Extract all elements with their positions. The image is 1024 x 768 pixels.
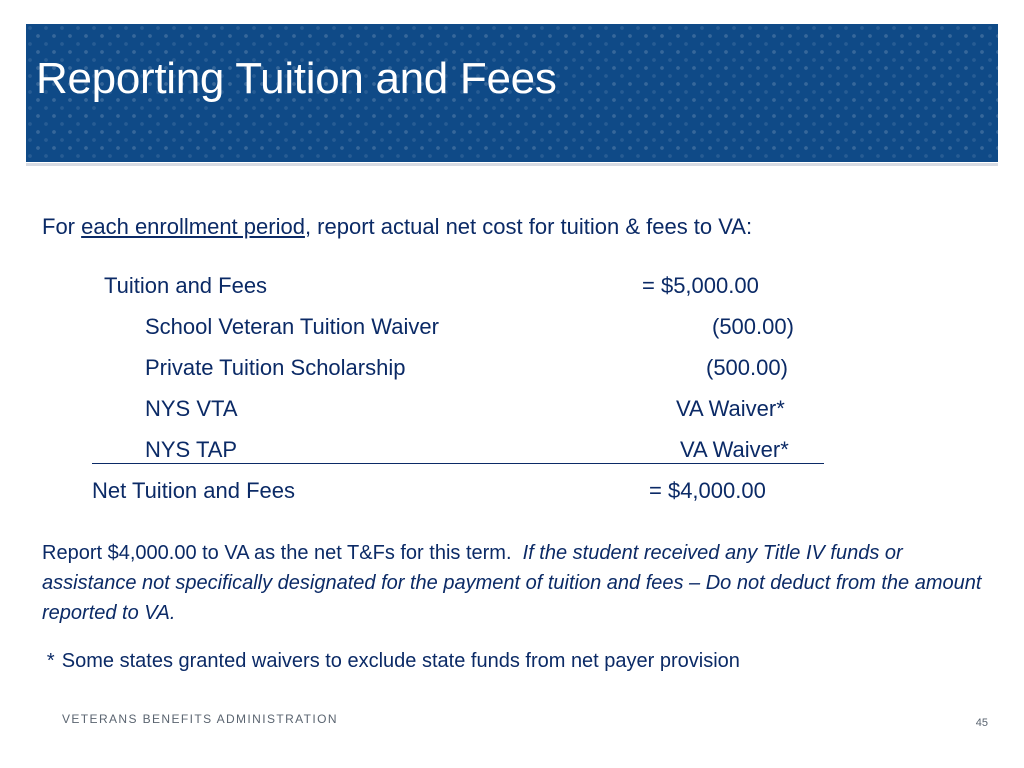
footer-organization: VETERANS BENEFITS ADMINISTRATION xyxy=(62,712,338,726)
total-divider xyxy=(92,463,824,464)
intro-before: For xyxy=(42,214,82,239)
intro-underlined: each enrollment period xyxy=(81,214,305,239)
intro-text xyxy=(42,214,752,240)
footnote-marker: * xyxy=(46,650,54,672)
cost-amount: VA Waiver* xyxy=(680,437,789,462)
cost-label: Net Tuition and Fees xyxy=(92,478,296,503)
footnote-text: Some states granted waivers to exclude state funds from net payer provision xyxy=(61,650,740,672)
reporting-note xyxy=(42,538,982,628)
cost-amount: (500.00) xyxy=(712,314,794,339)
footnote xyxy=(46,650,740,673)
page-title: Reporting Tuition and Fees xyxy=(36,54,557,103)
cost-label: School Veteran Tuition Waiver xyxy=(145,314,439,339)
note-plain: Report $4,000.00 to VA as the net T&Fs for this term. xyxy=(42,542,512,564)
cost-label: Private Tuition Scholarship xyxy=(145,355,406,380)
cost-amount: VA Waiver* xyxy=(676,396,785,421)
cost-amount: = $4,000.00 xyxy=(649,478,766,503)
cost-amount: = $5,000.00 xyxy=(642,273,759,298)
cost-amount: (500.00) xyxy=(706,355,788,380)
note-italic: If the student received any Title IV funds or assistance not specifically designated for the payment of tuition and fees – Do not deduct from the amount reported to VA. xyxy=(42,542,982,624)
page-number: 45 xyxy=(975,717,988,729)
cost-label: Tuition and Fees xyxy=(104,273,268,298)
cost-label: NYS VTA xyxy=(145,396,238,421)
cost-label: NYS TAP xyxy=(145,437,238,462)
intro-after: , report actual net cost for tuition & fees to VA: xyxy=(304,214,753,239)
